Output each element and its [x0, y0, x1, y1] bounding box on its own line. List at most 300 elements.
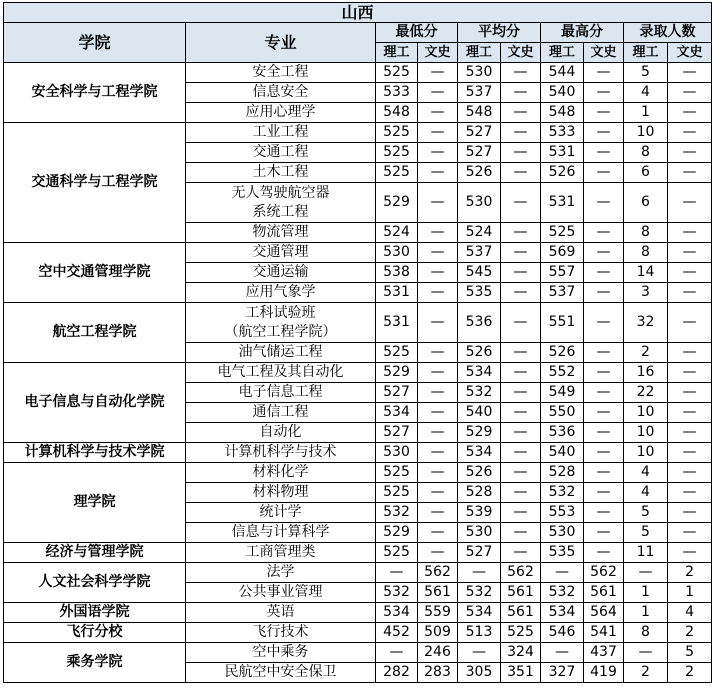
avg-science-cell: 529 — [458, 423, 501, 443]
min-science-cell: 530 — [376, 443, 418, 463]
avg-science-cell: 534 — [458, 603, 501, 623]
table-body — [4, 3, 712, 683]
max-science-cell: 531 — [541, 183, 584, 223]
major-name: 自动化 — [186, 423, 376, 443]
max-arts-cell: — — [584, 423, 624, 443]
max-arts-cell: — — [584, 263, 624, 283]
college-name: 电子信息与自动化学院 — [4, 363, 186, 443]
max-arts-cell: — — [584, 183, 624, 223]
max-science-cell: 526 — [541, 163, 584, 183]
college-name: 计算机科学与技术学院 — [4, 443, 186, 463]
avg-arts-cell: — — [501, 443, 541, 463]
major-name: 通信工程 — [186, 403, 376, 423]
major-name: 英语 — [186, 603, 376, 623]
max-arts-cell: — — [584, 283, 624, 303]
min-arts-cell: — — [418, 483, 458, 503]
avg-arts-cell: — — [501, 343, 541, 363]
count-science-cell: 10 — [624, 403, 668, 423]
min-science-cell: 548 — [376, 103, 418, 123]
max-science-cell: 528 — [541, 463, 584, 483]
count-arts-cell: 1 — [668, 583, 712, 603]
max-arts-cell: — — [584, 543, 624, 563]
avg-arts-cell: — — [501, 503, 541, 523]
min-arts-cell: — — [418, 143, 458, 163]
max-science-cell: 551 — [541, 303, 584, 343]
min-arts-cell: 559 — [418, 603, 458, 623]
min-science-cell: 525 — [376, 463, 418, 483]
college-name: 人文社会科学学院 — [4, 563, 186, 603]
count-science-cell: 3 — [624, 283, 668, 303]
avg-arts-cell: — — [501, 543, 541, 563]
avg-science-cell: 526 — [458, 163, 501, 183]
max-arts-cell: 419 — [584, 663, 624, 683]
avg-arts-cell: 561 — [501, 603, 541, 623]
college-name: 航空工程学院 — [4, 303, 186, 363]
major-name: 公共事业管理 — [186, 583, 376, 603]
major-name: 飞行技术 — [186, 623, 376, 643]
min-arts-cell: — — [418, 503, 458, 523]
min-science-cell: 524 — [376, 223, 418, 243]
science-subheader: 理工 — [376, 43, 418, 63]
arts-subheader: 文史 — [668, 43, 712, 63]
max-science-cell: 549 — [541, 383, 584, 403]
count-science-cell: 4 — [624, 83, 668, 103]
avg-science-cell: 530 — [458, 183, 501, 223]
college-name: 外国语学院 — [4, 603, 186, 623]
table-row — [4, 623, 712, 643]
avg-science-cell: 528 — [458, 483, 501, 503]
max-arts-cell: 562 — [584, 563, 624, 583]
max-science-cell: 535 — [541, 543, 584, 563]
min-arts-cell: 561 — [418, 583, 458, 603]
count-arts-cell: 4 — [668, 603, 712, 623]
min-arts-cell: — — [418, 183, 458, 223]
avg-science-cell: 537 — [458, 243, 501, 263]
avg-science-cell: 527 — [458, 143, 501, 163]
count-science-cell: 22 — [624, 383, 668, 403]
avg-science-cell: 527 — [458, 123, 501, 143]
major-name: 信息与计算科学 — [186, 523, 376, 543]
avg-arts-cell: — — [501, 463, 541, 483]
avg-arts-cell: — — [501, 363, 541, 383]
max-science-cell: 557 — [541, 263, 584, 283]
arts-subheader: 文史 — [418, 43, 458, 63]
max-science-cell: — — [541, 643, 584, 663]
min-arts-cell: — — [418, 263, 458, 283]
avg-score-header: 平均分 — [458, 23, 541, 43]
max-science-cell: 525 — [541, 223, 584, 243]
count-science-cell: 8 — [624, 223, 668, 243]
max-science-cell: 553 — [541, 503, 584, 523]
max-science-cell: 526 — [541, 343, 584, 363]
major-name: 工商管理类 — [186, 543, 376, 563]
college-name: 飞行分校 — [4, 623, 186, 643]
avg-arts-cell: 324 — [501, 643, 541, 663]
college-name: 乘务学院 — [4, 643, 186, 683]
min-science-cell: 525 — [376, 163, 418, 183]
avg-science-cell: 530 — [458, 63, 501, 83]
table-row — [4, 443, 712, 463]
max-arts-cell: — — [584, 63, 624, 83]
avg-arts-cell: — — [501, 243, 541, 263]
min-science-cell: 525 — [376, 123, 418, 143]
major-name: 交通运输 — [186, 263, 376, 283]
avg-science-cell: 539 — [458, 503, 501, 523]
count-arts-cell: — — [668, 423, 712, 443]
science-subheader: 理工 — [541, 43, 584, 63]
min-science-cell: 530 — [376, 243, 418, 263]
avg-arts-cell: — — [501, 123, 541, 143]
count-arts-cell: — — [668, 383, 712, 403]
min-arts-cell: — — [418, 463, 458, 483]
avg-science-cell: 535 — [458, 283, 501, 303]
min-arts-cell: — — [418, 403, 458, 423]
college-name: 交通科学与工程学院 — [4, 123, 186, 243]
avg-arts-cell: 562 — [501, 563, 541, 583]
count-arts-cell: — — [668, 463, 712, 483]
major-header: 专业 — [186, 23, 376, 63]
min-arts-cell: — — [418, 543, 458, 563]
max-science-cell: 534 — [541, 603, 584, 623]
avg-arts-cell: — — [501, 163, 541, 183]
major-name: 电子信息工程 — [186, 383, 376, 403]
count-arts-cell: — — [668, 443, 712, 463]
min-science-cell: 525 — [376, 143, 418, 163]
avg-arts-cell: — — [501, 263, 541, 283]
count-arts-cell: 2 — [668, 663, 712, 683]
table-row — [4, 303, 712, 343]
count-science-cell: — — [624, 643, 668, 663]
avg-science-cell: 545 — [458, 263, 501, 283]
min-arts-cell: — — [418, 223, 458, 243]
max-arts-cell: — — [584, 223, 624, 243]
table-row — [4, 543, 712, 563]
count-arts-cell: — — [668, 523, 712, 543]
count-arts-cell: — — [668, 103, 712, 123]
min-science-cell: 533 — [376, 83, 418, 103]
max-science-cell: 540 — [541, 443, 584, 463]
max-science-cell: 552 — [541, 363, 584, 383]
major-name: 材料化学 — [186, 463, 376, 483]
avg-arts-cell: — — [501, 83, 541, 103]
avg-arts-cell: — — [501, 143, 541, 163]
major-name — [186, 183, 376, 223]
count-science-cell: 1 — [624, 103, 668, 123]
min-arts-cell: — — [418, 163, 458, 183]
max-science-cell: 546 — [541, 623, 584, 643]
count-arts-cell: — — [668, 163, 712, 183]
min-arts-cell: 283 — [418, 663, 458, 683]
count-arts-cell: 2 — [668, 563, 712, 583]
science-subheader: 理工 — [624, 43, 668, 63]
count-arts-cell: — — [668, 363, 712, 383]
count-arts-cell: — — [668, 343, 712, 363]
avg-arts-cell: 351 — [501, 663, 541, 683]
min-arts-cell: — — [418, 83, 458, 103]
max-arts-cell: — — [584, 83, 624, 103]
table-row — [4, 463, 712, 483]
avg-science-cell: 540 — [458, 403, 501, 423]
avg-arts-cell: — — [501, 103, 541, 123]
avg-arts-cell: — — [501, 483, 541, 503]
count-arts-cell: — — [668, 263, 712, 283]
min-science-cell: 527 — [376, 423, 418, 443]
avg-science-cell: 534 — [458, 363, 501, 383]
count-science-cell: 11 — [624, 543, 668, 563]
count-science-cell: 1 — [624, 583, 668, 603]
count-science-cell: 5 — [624, 503, 668, 523]
count-arts-cell: — — [668, 303, 712, 343]
count-science-cell: 5 — [624, 523, 668, 543]
min-arts-cell: — — [418, 123, 458, 143]
avg-arts-cell: 525 — [501, 623, 541, 643]
count-arts-cell: — — [668, 503, 712, 523]
science-subheader: 理工 — [458, 43, 501, 63]
min-science-cell: 282 — [376, 663, 418, 683]
major-name: 材料物理 — [186, 483, 376, 503]
count-science-cell: 2 — [624, 663, 668, 683]
major-name: 安全工程 — [186, 63, 376, 83]
max-science-cell: 536 — [541, 423, 584, 443]
max-arts-cell: — — [584, 383, 624, 403]
avg-arts-cell: 561 — [501, 583, 541, 603]
avg-science-cell: 536 — [458, 303, 501, 343]
min-arts-cell: 562 — [418, 563, 458, 583]
max-science-cell: 540 — [541, 83, 584, 103]
min-science-cell: 532 — [376, 583, 418, 603]
min-arts-cell: — — [418, 523, 458, 543]
min-score-header: 最低分 — [376, 23, 458, 43]
table-row — [4, 63, 712, 83]
avg-arts-cell: — — [501, 63, 541, 83]
max-arts-cell: 564 — [584, 603, 624, 623]
min-science-cell: 529 — [376, 523, 418, 543]
avg-arts-cell: — — [501, 283, 541, 303]
count-arts-cell: 5 — [668, 643, 712, 663]
major-name: 交通管理 — [186, 243, 376, 263]
max-score-header: 最高分 — [541, 23, 624, 43]
min-arts-cell: 509 — [418, 623, 458, 643]
count-science-cell: 6 — [624, 163, 668, 183]
max-arts-cell: 437 — [584, 643, 624, 663]
min-arts-cell: — — [418, 363, 458, 383]
count-science-cell: 14 — [624, 263, 668, 283]
count-science-cell: 8 — [624, 623, 668, 643]
max-arts-cell: — — [584, 463, 624, 483]
min-arts-cell: — — [418, 283, 458, 303]
count-arts-cell: — — [668, 283, 712, 303]
count-science-cell: 10 — [624, 443, 668, 463]
avg-science-cell: 305 — [458, 663, 501, 683]
max-arts-cell: — — [584, 483, 624, 503]
max-arts-cell: — — [584, 163, 624, 183]
min-science-cell: 525 — [376, 343, 418, 363]
min-science-cell: 525 — [376, 483, 418, 503]
enrolled-count-header: 录取人数 — [624, 23, 712, 43]
max-science-cell: 532 — [541, 583, 584, 603]
min-science-cell: 531 — [376, 303, 418, 343]
min-science-cell: 452 — [376, 623, 418, 643]
max-science-cell: — — [541, 563, 584, 583]
major-name: 民航空中安全保卫 — [186, 663, 376, 683]
min-science-cell: 531 — [376, 283, 418, 303]
min-science-cell: 529 — [376, 183, 418, 223]
arts-subheader: 文史 — [584, 43, 624, 63]
min-arts-cell: — — [418, 243, 458, 263]
max-science-cell: 569 — [541, 243, 584, 263]
min-science-cell: 534 — [376, 403, 418, 423]
max-science-cell: 544 — [541, 63, 584, 83]
major-name: 应用气象学 — [186, 283, 376, 303]
major-name: 电气工程及其自动化 — [186, 363, 376, 383]
avg-science-cell: 537 — [458, 83, 501, 103]
max-science-cell: 327 — [541, 663, 584, 683]
avg-science-cell: 530 — [458, 523, 501, 543]
max-arts-cell: — — [584, 343, 624, 363]
max-arts-cell: — — [584, 503, 624, 523]
max-arts-cell: — — [584, 243, 624, 263]
min-arts-cell: — — [418, 103, 458, 123]
min-science-cell: 534 — [376, 603, 418, 623]
table-row — [4, 643, 712, 663]
max-science-cell: 548 — [541, 103, 584, 123]
major-name: 物流管理 — [186, 223, 376, 243]
min-arts-cell: — — [418, 63, 458, 83]
avg-science-cell: 526 — [458, 463, 501, 483]
count-science-cell: 2 — [624, 343, 668, 363]
count-arts-cell: — — [668, 483, 712, 503]
count-science-cell: 4 — [624, 463, 668, 483]
avg-arts-cell: — — [501, 523, 541, 543]
min-science-cell: 525 — [376, 63, 418, 83]
min-science-cell: 525 — [376, 543, 418, 563]
count-arts-cell: — — [668, 223, 712, 243]
count-arts-cell: — — [668, 543, 712, 563]
max-arts-cell: 541 — [584, 623, 624, 643]
count-arts-cell: — — [668, 123, 712, 143]
max-science-cell: 550 — [541, 403, 584, 423]
count-science-cell: 5 — [624, 63, 668, 83]
table-row — [4, 603, 712, 623]
major-name: 土木工程 — [186, 163, 376, 183]
count-science-cell: 32 — [624, 303, 668, 343]
avg-arts-cell: — — [501, 223, 541, 243]
college-header: 学院 — [4, 23, 186, 63]
major-name: 工业工程 — [186, 123, 376, 143]
count-arts-cell: — — [668, 183, 712, 223]
major-name-line: 系统工程 — [252, 203, 309, 220]
count-science-cell: 8 — [624, 243, 668, 263]
college-name: 理学院 — [4, 463, 186, 543]
max-science-cell: 533 — [541, 123, 584, 143]
max-arts-cell: — — [584, 143, 624, 163]
avg-science-cell: 534 — [458, 443, 501, 463]
admission-score-table — [3, 2, 712, 683]
table-row — [4, 363, 712, 383]
avg-science-cell: 526 — [458, 343, 501, 363]
table-row — [4, 563, 712, 583]
count-science-cell: 10 — [624, 423, 668, 443]
avg-arts-cell: — — [501, 423, 541, 443]
avg-science-cell: — — [458, 563, 501, 583]
min-arts-cell: — — [418, 343, 458, 363]
major-name-line: 无人驾驶航空器 — [231, 184, 330, 201]
avg-science-cell: 532 — [458, 383, 501, 403]
avg-science-cell: 513 — [458, 623, 501, 643]
count-arts-cell: — — [668, 243, 712, 263]
max-science-cell: 537 — [541, 283, 584, 303]
major-name: 应用心理学 — [186, 103, 376, 123]
max-arts-cell: — — [584, 303, 624, 343]
region-row — [4, 3, 712, 23]
count-arts-cell: — — [668, 143, 712, 163]
max-arts-cell: — — [584, 363, 624, 383]
count-science-cell: 6 — [624, 183, 668, 223]
max-arts-cell: — — [584, 123, 624, 143]
avg-science-cell: 532 — [458, 583, 501, 603]
major-name: 空中乘务 — [186, 643, 376, 663]
max-arts-cell: 561 — [584, 583, 624, 603]
count-science-cell: 8 — [624, 143, 668, 163]
college-name: 空中交通管理学院 — [4, 243, 186, 303]
min-arts-cell: — — [418, 303, 458, 343]
max-arts-cell: — — [584, 523, 624, 543]
major-name-line: 工科试验班 — [245, 304, 316, 321]
count-science-cell: 4 — [624, 483, 668, 503]
avg-arts-cell: — — [501, 303, 541, 343]
avg-science-cell: — — [458, 643, 501, 663]
count-science-cell: 1 — [624, 603, 668, 623]
min-science-cell: 538 — [376, 263, 418, 283]
arts-subheader: 文史 — [501, 43, 541, 63]
table-row — [4, 123, 712, 143]
min-arts-cell: — — [418, 383, 458, 403]
major-name: 法学 — [186, 563, 376, 583]
max-science-cell: 531 — [541, 143, 584, 163]
min-arts-cell: — — [418, 443, 458, 463]
min-science-cell: 527 — [376, 383, 418, 403]
avg-arts-cell: — — [501, 403, 541, 423]
max-science-cell: 532 — [541, 483, 584, 503]
college-name: 经济与管理学院 — [4, 543, 186, 563]
count-arts-cell: 2 — [668, 623, 712, 643]
avg-science-cell: 524 — [458, 223, 501, 243]
min-science-cell: — — [376, 563, 418, 583]
count-arts-cell: — — [668, 83, 712, 103]
major-name: 油气储运工程 — [186, 343, 376, 363]
header-row — [4, 23, 712, 43]
max-arts-cell: — — [584, 103, 624, 123]
count-science-cell: 10 — [624, 123, 668, 143]
max-arts-cell: — — [584, 443, 624, 463]
major-name: 信息安全 — [186, 83, 376, 103]
major-name: 交通工程 — [186, 143, 376, 163]
count-science-cell: — — [624, 563, 668, 583]
min-arts-cell: 246 — [418, 643, 458, 663]
avg-arts-cell: — — [501, 383, 541, 403]
major-name: 统计学 — [186, 503, 376, 523]
min-science-cell: — — [376, 643, 418, 663]
major-name-line: （航空工程学院） — [224, 323, 337, 340]
avg-science-cell: 548 — [458, 103, 501, 123]
min-science-cell: 529 — [376, 363, 418, 383]
avg-arts-cell: — — [501, 183, 541, 223]
max-science-cell: 530 — [541, 523, 584, 543]
count-arts-cell: — — [668, 403, 712, 423]
major-name — [186, 303, 376, 343]
college-name: 安全科学与工程学院 — [4, 63, 186, 123]
region-title: 山西 — [4, 3, 712, 23]
